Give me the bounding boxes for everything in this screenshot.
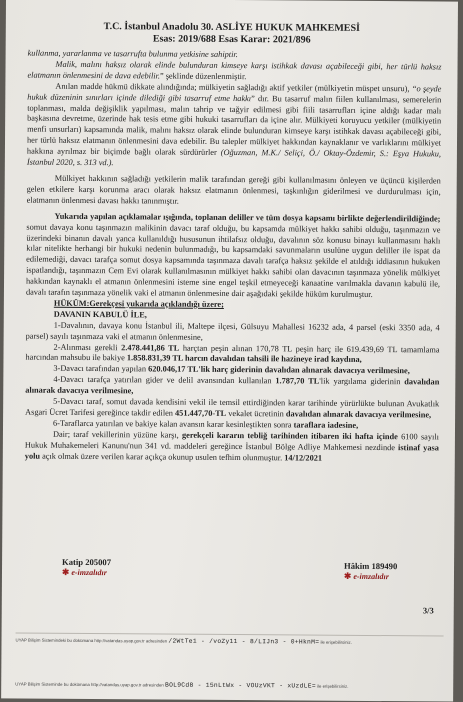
verdict-item-3: 3-Davacı tarafından yapılan 620.046,17 TL'lik harç giderinin davalıdan alınarak davacıya verilmesine, xyxy=(53,364,410,376)
acceptance-heading: DAVANIN KABULÜ İLE, xyxy=(53,309,147,320)
court-title: T.C. İstanbul Anadolu 30. ASLİYE HUKUK MAHKEMESİ xyxy=(103,21,360,34)
verdict-item-2: 2-Alınması gerekli 2.478.441,86 TL harçtan peşin alınan 170,78 TL peşin harç ile 619.439,69 TL tamamlama harcından mahsubu ile bakiye 1.858.831,39 TL harcın davalıdan tahsili ile hazineye irad kaydına, xyxy=(25,342,440,365)
verdict-heading: HÜKÜM:Gerekçesi yukarıda açıklandığı üzere; xyxy=(53,298,224,309)
verification-code: BOL9Cd8 - 15nLtWx - VOUzVKT - xUzdLE= xyxy=(164,681,316,690)
judgment-body xyxy=(25,49,442,465)
case-numbers: Esas: 2019/688 Esas Karar: 2021/896 xyxy=(152,33,311,46)
e-signature-label: e-imzalıdır xyxy=(353,571,389,582)
document-page xyxy=(1,0,458,702)
paragraph: Anılan madde hükmü dikkate alındığında; mülkiyetin sağladığı aktif yetkiler (mülkiyetin müspet unsuru), “o şeyde hukuk düzeninin sınırları içinde dilediği gibi tasarruf etme hakkı” dır. Bu tasarruf malın fiilen kullanılması, semerelerin toplanması, malda değişiklik yapılması, malın tahrip ve tağyir edilmesi gibi fiili tasarrufları içine aldığı kadar malı başkasına devretme, üzerinde hak tesis etme gibi hukuki tasarrufları da içine alır. Mülkiyeti koruyucu yetkiler (mülkiyetin menfi unsurları) kapsamında malik, malını haksız olarak elinde bulunduran kimseye karşı istihkak davası açabileceği gibi, her türlü haksız elatmanın önlenmesini dava edebilir. Bu talepler mülkiyet hakkından kaynaklanır ve varlıklarını mülkiyet hakkına ayrılmaz bir biçimde bağlı olarak sürdürürler (Oğuzman, M.K./ Seliçi, Ö./ Oktay-Özdemir, S.: Eşya Hukuku, İstanbul 2020, s. 313 vd.). xyxy=(26,81,442,168)
verification-code: /2WtTe1 - /voZy11 - 8/LIJn3 - 0+HknM= xyxy=(168,637,320,646)
paragraph: kullanma, yararlanma ve tasarrufta bulunma yetkisine sahiptir. xyxy=(27,48,238,60)
verdict-item-4: 4-Davacı tarafça yatırılan gider ve delil avansından kullanılan 1.787,70 TL'lik yargılama giderinin davalıdan alınarak davacıya verilmesine, xyxy=(25,375,440,396)
footer-line-1: UYAP Bilişim Sistemindeki bu dokümana http://vatandas.uyap.gov.tr adresinden /2WtTe1 - /voZy11 - 8/LIJn3 - 0+HknM= ile erişebilirsiniz. xyxy=(15,637,352,646)
verdict-item-5: 5-Davacı taraf, somut davada kendisini vekil ile temsil ettirdiğinden karar tarihinde yürürlükte bulunan Avukatlık Asgari Ücret Tarifesi gereğince takdir edilen 451.447,70-TL vekalet ücretinin davalıdan alınarak davacıya verilmesine, xyxy=(25,396,440,420)
verdict-item-1: 1-Davalının, davaya konu İstanbul ili, Maltepe ilçesi, Gülsuyu Mahallesi 16232 ada, 4 parsel (eski 3350 ada, 4 parsel) sayılı taşınmaza vaki el atmanın önlenmesine, xyxy=(25,320,440,342)
footer-line-2: UYAP Bilişim Sisteminde bu dokümana http://vatandas.uyap.gov.tr adresinden BOL9Cd8 - 15nLtWx - VOUzVKT - xUzdLE= ile erişebilirsiniz. xyxy=(15,681,349,690)
star-icon: ✱ xyxy=(343,570,352,581)
divider xyxy=(16,633,444,637)
e-signature-label: e-imzalıdır xyxy=(71,567,107,578)
clerk-signature xyxy=(62,557,111,578)
star-icon: ✱ xyxy=(61,566,70,577)
paragraph: Yukarıda yapılan açıklamalar ışığında, toplanan deliller ve tüm dosya kapsamı birlikte değerlendirildiğinde; somut davaya konu taşınmazın malikinin davacı taraf olduğu, bu kapsamda mülkiyet hakkı sahibi olduğu, taşınmazın ve üzerindeki binanın davalı yanca kullanıldığı hususunun ihtilafsız olduğu, davalının söz konusu binayı kullanmasını haklı kılar nitelikte herhangi bir hukuki nedenin bulunmadığı, bu kapsamdaki savunmaların usulüne uygun deliller ile ispat da edilemediği, davacı tarafça somut dosya kapsamında taşınmaza davalı tarafça haksız şekilde el atıldığı iddiasının hukuken ispatlandığı, taşınmazın Cem Evi olarak kullanılmasının mülkiyet hakkı sahibi olan davacının taşınmaza yönelik mülkiyet hakkından kaynaklı el atmanın önlenmesini isteme sine engel teşkil etmeyeceği kanaatine varılmakla davanın kabulü ile, davalı tarafın taşınmaza yönelik vaki el atmanın önlenmesine dair aşağıdaki şekilde hüküm kurulmuştur. xyxy=(25,211,441,300)
judge-label: Hâkim 189490 xyxy=(344,560,398,572)
verdict-item-6: 6-Taraflarca yatırılan ve bakiye kalan avansın karar kesinleştikten sonra taraflara iadesine, xyxy=(53,418,359,430)
clerk-label: Katip 205007 xyxy=(62,556,112,568)
paragraph: Malik, malını haksız olarak elinde bulunduran kimseye karşı istihkak davası açabileceği gibi, her türlü haksız elatmanın önlenmesini de dava edebilir.” şeklinde düzenlenmiştir. xyxy=(27,59,442,81)
paragraph: Mülkiyet hakkının sağladığı yetkilerin malik tarafından gereği gibi kullanılmasını önleyen ve üçüncü kişilerden gelen etkilere karşı korunma aracı olarak haksız elatmanın önlenmesi, taşkınlığın giderilmesi ve durdurulması için, elatmanın önlenmesi davası hakkı tanınmıştır. xyxy=(26,173,441,206)
judge-signature xyxy=(344,561,397,582)
closing-paragraph: Dair; taraf vekillerinin yüzüne karşı, gerekçeli kararın tebliğ tarihinden itibaren iki hafta içinde 6100 sayılı Hukuk Muhakemeleri Kanunu'nun 341 vd. maddeleri gereğince İstanbul Bölge Adliye Mahkemesi nezdinde istinaf yasa yolu açık olmak üzere verilen karar açıkça okunup usulen tefhim olunmuştur. 14/12/2021 xyxy=(24,429,439,463)
page-number: 3/3 xyxy=(422,605,434,616)
